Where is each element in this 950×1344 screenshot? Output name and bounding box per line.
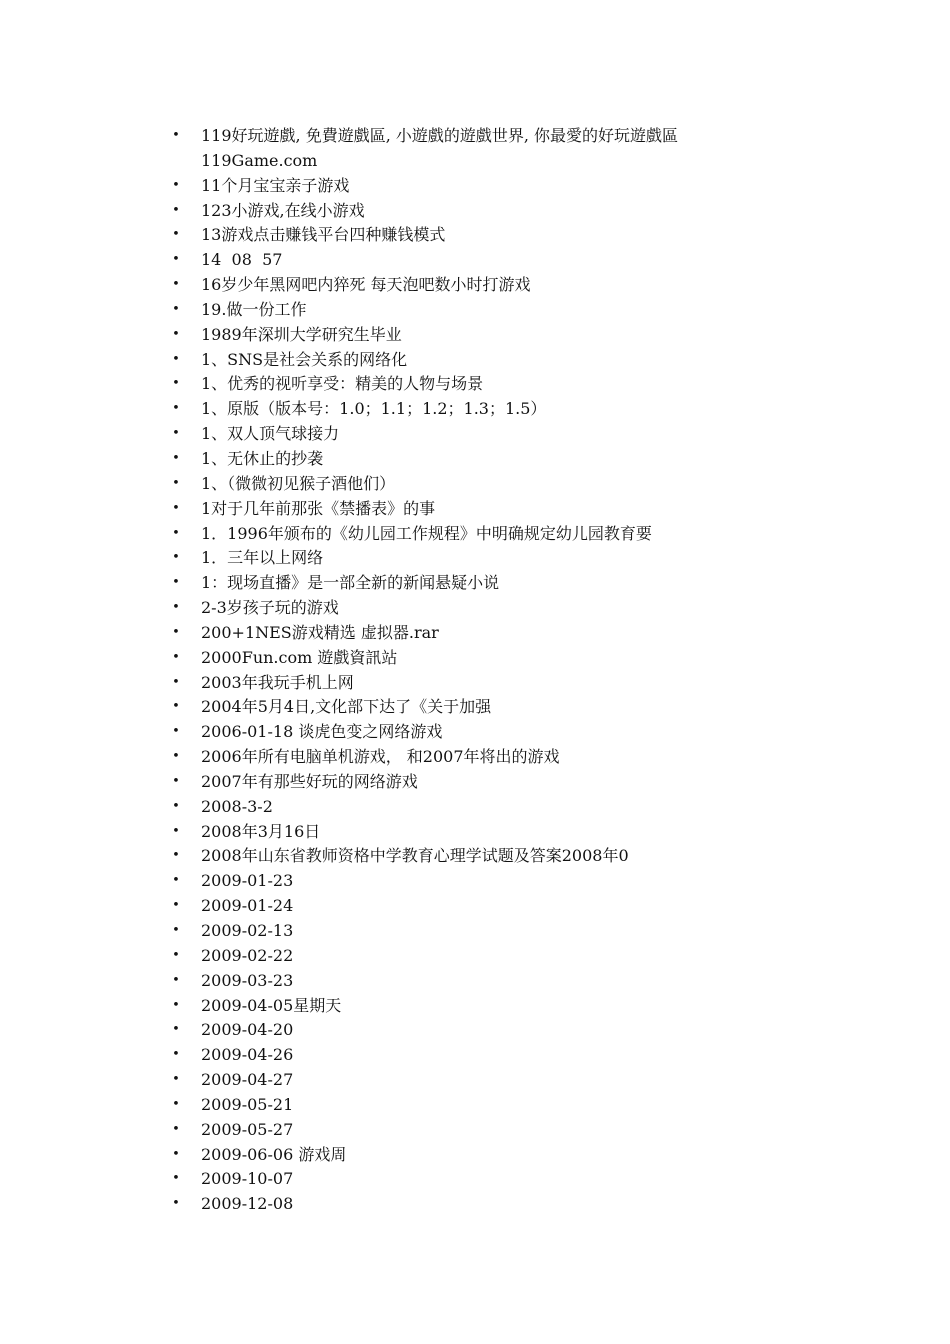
list-item [160,745,820,770]
list-item-text: 2009-02-22 [201,945,294,965]
list-item-text: 13游戏点击赚钱平台四种赚钱模式 [201,225,446,245]
bullet-icon: • [172,1171,180,1187]
bullet-icon: • [172,376,180,392]
bullet-icon: • [172,624,180,640]
list-item [160,546,820,571]
list-item [160,919,820,944]
list-item-text: 2009-01-24 [201,896,294,916]
list-item [160,223,820,248]
list-item [160,944,820,969]
list-item-text: 19.做一份工作 [201,299,307,319]
list-item [160,571,820,596]
bullet-icon: • [172,252,180,268]
bullet-icon: • [172,475,180,491]
bullet-icon: • [172,649,180,665]
list-item [160,472,820,497]
list-item-text: 2009-10-07 [201,1169,294,1189]
list-item [160,397,820,422]
bullet-icon: • [172,426,180,442]
list-item [160,994,820,1019]
list-item-text: 119好玩遊戲, 免費遊戲區, 小遊戲的遊戲世界, 你最愛的好玩遊戲區 [201,126,679,145]
list-item-text: 2-3岁孩子玩的游戏 [201,598,339,618]
list-item-text: 200+1NES游戏精选 虚拟器.rar [201,622,439,642]
list-item [160,1093,820,1118]
list-item [160,422,820,447]
list-item-text: 2007年有那些好玩的网络游戏 [201,771,418,791]
list-item-text: 2008-3-2 [201,796,273,816]
list-item-text: 1对于几年前那张《禁播表》的事 [201,498,436,518]
bullet-icon: • [172,326,180,342]
bullet-icon: • [172,773,180,789]
bullet-icon: • [172,674,180,690]
bullet-icon: • [172,699,180,715]
list-item [160,695,820,720]
list-item [160,522,820,547]
bullet-icon: • [172,128,180,143]
list-item [160,1068,820,1093]
list-item-text: 2009-05-27 [201,1119,294,1139]
list-item-text: 2009-04-20 [201,1020,294,1040]
list-item [160,621,820,646]
bullet-icon: • [172,177,180,193]
bullet-icon: • [172,997,180,1013]
bullet-icon: • [172,1146,180,1162]
bullet-icon: • [172,500,180,516]
list-item [160,1043,820,1068]
list-item [160,795,820,820]
list-item-text: 2009-12-08 [201,1194,294,1214]
list-item-text: 2000Fun.com 遊戲資訊站 [201,647,398,667]
bullet-icon: • [172,1196,180,1212]
bullet-icon: • [172,1047,180,1063]
list-item-text: 123小游戏,在线小游戏 [201,200,365,220]
list-item-text: 1、（微微初见猴子酒他们） [201,473,396,493]
list-item [160,372,820,397]
list-item-text: 2006-01-18 谈虎色变之网络游戏 [201,722,443,742]
list-item-text: 2009-04-05星期天 [201,995,342,1015]
bullet-icon: • [172,202,180,218]
list-item-text: 2009-05-21 [201,1094,294,1114]
list-item-text: 14 08 57 [201,250,283,270]
list-item-text: 2008年3月16日 [201,821,321,841]
bullet-icon: • [172,898,180,914]
list-item-text: 2009-01-23 [201,871,294,891]
bullet-icon: • [172,848,180,864]
bullet-icon: • [172,1072,180,1088]
list-item-text: 1：现场直播》是一部全新的新闻悬疑小说 [201,573,500,593]
list-item-text: 2008年山东省教师资格中学教育心理学试题及答案2008年0 [201,846,629,866]
bullet-icon: • [172,525,180,541]
bullet-icon: • [172,798,180,814]
bullet-icon: • [172,401,180,417]
bullet-icon: • [172,823,180,839]
list-item [160,1192,820,1217]
list-item-text: 1．1996年颁布的《幼儿园工作规程》中明确规定幼儿园教育要 [201,523,652,543]
bullet-icon: • [172,351,180,367]
bullet-icon: • [172,301,180,317]
bullet-icon: • [172,450,180,466]
list-item-text: 16岁少年黑网吧内猝死 每天泡吧数小时打游戏 [201,275,531,295]
list-item [160,596,820,621]
list-item [160,1143,820,1168]
list-item [160,646,820,671]
list-item-text: 2009-03-23 [201,970,294,990]
list-item [160,348,820,373]
list-item [160,1018,820,1043]
list-item-text: 1．三年以上网络 [201,548,324,568]
list-item [160,248,820,273]
list-item [160,497,820,522]
bullet-icon: • [172,724,180,740]
list-item [160,298,820,323]
list-item-text: 1、优秀的视听享受：精美的人物与场景 [201,374,484,394]
bullet-icon: • [172,1096,180,1112]
list-item-text: 2009-06-06 游戏周 [201,1144,347,1164]
bullet-icon: • [172,1022,180,1038]
list-item-text: 1、双人顶气球接力 [201,424,340,444]
list-item-text: 1989年深圳大学研究生毕业 [201,324,402,344]
bullet-list [160,124,820,1217]
bullet-icon: • [172,227,180,243]
list-item [160,273,820,298]
bullet-icon: • [172,972,180,988]
list-item-text: 11个月宝宝亲子游戏 [201,175,350,195]
list-item-text: 1、原版（版本号：1.0；1.1；1.2；1.3；1.5） [201,399,547,419]
list-item [160,1167,820,1192]
bullet-icon: • [172,600,180,616]
list-item [160,174,820,199]
list-item [160,820,820,845]
list-item [160,720,820,745]
list-item-text-continued: 119Game.com [201,150,318,170]
list-item-text: 2009-04-27 [201,1070,294,1090]
bullet-icon: • [172,947,180,963]
bullet-icon: • [172,873,180,889]
bullet-icon: • [172,550,180,566]
list-item [160,447,820,472]
list-item [160,770,820,795]
list-item-text: 2006年所有电脑单机游戏， 和2007年将出的游戏 [201,747,560,767]
bullet-icon: • [172,277,180,293]
list-item [160,199,820,224]
list-item [160,323,820,348]
bullet-icon: • [172,575,180,591]
bullet-icon: • [172,923,180,938]
list-item-text: 2009-04-26 [201,1045,294,1065]
list-item [160,894,820,919]
list-item [160,969,820,994]
list-item-text: 1、无休止的抄袭 [201,448,324,468]
bullet-icon: • [172,749,180,765]
list-item-text: 2009-02-13 [201,921,294,940]
list-item-text: 1、SNS是社会关系的网络化 [201,349,408,369]
bullet-icon: • [172,1121,180,1137]
list-item [160,124,820,174]
list-item [160,869,820,894]
list-item-text: 2003年我玩手机上网 [201,672,354,692]
list-item [160,671,820,696]
list-item [160,844,820,869]
list-item [160,1118,820,1143]
list-item-text: 2004年5月4日,文化部下达了《关于加强 [201,697,492,717]
